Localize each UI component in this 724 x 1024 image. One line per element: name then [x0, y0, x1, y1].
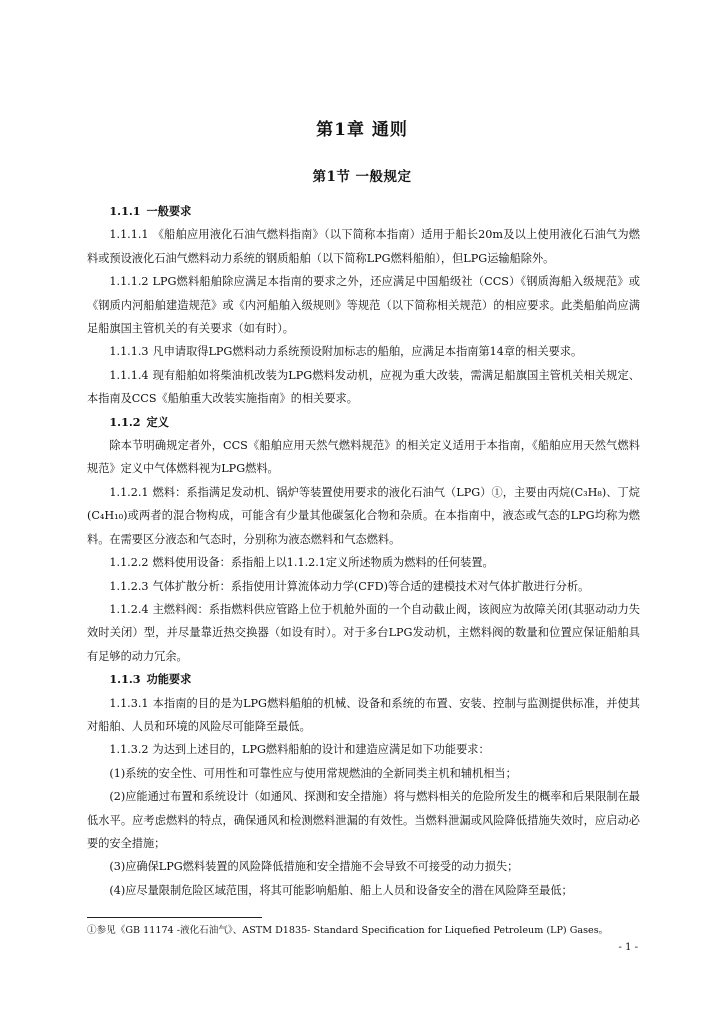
paragraph [87, 879, 640, 902]
paragraph-text: 除本节明确规定者外，CCS《船舶应用天然气燃料规范》的相关定义适用于本指南，《船舶应用天然气燃料规范》定义中气体燃料视为LPG燃料。 [87, 439, 640, 476]
clause-number: 1.1.1.3 [109, 345, 149, 359]
clause-number: 1.1.3.2 [109, 743, 149, 757]
clause-number: 1.1.2.4 [109, 602, 149, 616]
paragraph-text: 《船舶应用液化石油气燃料指南》（以下简称本指南）适用于船长20m及以上使用液化石油气为燃料或预设液化石油气燃料动力系统的钢质船舶（以下简称LPG燃料船舶），但LPG运输船除外。 [87, 228, 640, 265]
subsection-heading [87, 411, 640, 434]
paragraph-text: (1)系统的安全性、可用性和可靠性应与使用常规燃油的全新同类主机和辅机相当； [109, 766, 517, 780]
paragraph [87, 762, 640, 785]
paragraph-text: 主燃料阀：系指燃料供应管路上位于机舱外面的一个自动截止阀，该阀应为故障关闭(其驱动动力失效时关闭）型，并尽量靠近热交换器（如设有时）。对于多台LPG发动机，主燃料阀的数量和位置应保证船舶具有足够的动力冗余。 [87, 602, 640, 663]
paragraph-text: (4)应尽量限制危险区域范围，将其可能影响船舶、船上人员和设备安全的潜在风险降至最低； [109, 883, 573, 897]
subsection-number: 1.1.2 [109, 414, 141, 429]
subsection-title: 定义 [146, 414, 169, 429]
paragraph [87, 551, 640, 574]
paragraph-text: 凡申请取得LPG燃料动力系统预设附加标志的船舶，应满足本指南第14章的相关要求。 [152, 345, 583, 359]
paragraph-text: LPG燃料船舶除应满足本指南的要求之外，还应满足中国船级社（CCS）《钢质海船入级规范》或《钢质内河船舶建造规范》或《内河船舶入级规则》等规范（以下简称相关规范）的相应要求。此类船舶尚应满足船旗国主管机关的有关要求（如有时）。 [87, 275, 640, 336]
clause-number: 1.1.2.2 [109, 556, 149, 570]
section-title: 第1节 一般规定 [312, 169, 412, 185]
clause-number: 1.1.1.4 [109, 368, 149, 382]
page-number: - 1 - [618, 942, 638, 953]
paragraph [87, 481, 640, 551]
paragraph [87, 738, 640, 761]
clause-number: 1.1.1.2 [109, 275, 149, 289]
paragraph [87, 364, 640, 411]
subsection-number: 1.1.1 [109, 204, 141, 218]
paragraph [87, 598, 640, 668]
footnote: ①参见《GB 11174 -液化石油气》、ASTM D1835- Standard Specification for Liquefied Petroleum (LP) Gases。 [87, 925, 609, 936]
paragraph-text: 燃料使用设备：系指船上以1.1.2.1定义所述物质为燃料的任何装置。 [152, 556, 494, 570]
paragraph [87, 340, 640, 363]
clause-number: 1.1.1.1 [109, 228, 149, 242]
footnote-divider [87, 917, 262, 918]
subsection-title: 功能要求 [146, 672, 192, 687]
paragraph [87, 785, 640, 855]
document-body [87, 200, 640, 902]
subsection-title: 一般要求 [146, 204, 192, 218]
paragraph [87, 223, 640, 270]
paragraph-text: 为达到上述目的，LPG燃料船舶的设计和建造应满足如下功能要求： [152, 743, 490, 757]
paragraph-text: 现有船舶如将柴油机改装为LPG燃料发动机，应视为重大改装，需满足船旗国主管机关相关规定、本指南及CCS《船舶重大改装实施指南》的相关要求。 [87, 368, 640, 406]
paragraph [87, 855, 640, 878]
paragraph [87, 575, 640, 598]
subsection-heading [87, 668, 640, 691]
subsection-heading [87, 200, 640, 223]
clause-number: 1.1.3.1 [109, 696, 149, 710]
paragraph [87, 692, 640, 739]
paragraph-text: 本指南的目的是为LPG燃料船舶的机械、设备和系统的布置、安装、控制与监测提供标准，并使其对船舶、人员和环境的风险尽可能降至最低。 [87, 696, 640, 733]
paragraph [87, 434, 640, 481]
paragraph-text: 燃料：系指满足发动机、锅炉等装置使用要求的液化石油气（LPG）①，主要由丙烷(C₃H₈)、丁烷(C₄H₁₀)或两者的混合物构成，可能含有少量其他碳氢化合物和杂质。在本指南中，液态或气态的LPG均称为燃料。在需要区分液态和气态时，分别称为液态燃料和气态燃料。 [87, 485, 640, 546]
chapter-title: 第1章 通则 [316, 120, 408, 140]
subsection-number: 1.1.3 [109, 672, 141, 687]
paragraph-text: (3)应确保LPG燃料装置的风险降低措施和安全措施不会导致不可接受的动力损失； [109, 860, 519, 874]
clause-number: 1.1.2.3 [109, 579, 149, 593]
paragraph [87, 270, 640, 340]
paragraph-text: (2)应能通过布置和系统设计（如通风、探测和安全措施）将与燃料相关的危险所发生的概率和后果限制在最低水平。应考虑燃料的特点，确保通风和检测燃料泄漏的有效性。当燃料泄漏或风险降低措施失效时，应启动必要的安全措施； [87, 790, 640, 850]
clause-number: 1.1.2.1 [109, 485, 149, 499]
paragraph-text: 气体扩散分析：系指使用计算流体动力学(CFD)等合适的建模技术对气体扩散进行分析。 [152, 579, 590, 593]
